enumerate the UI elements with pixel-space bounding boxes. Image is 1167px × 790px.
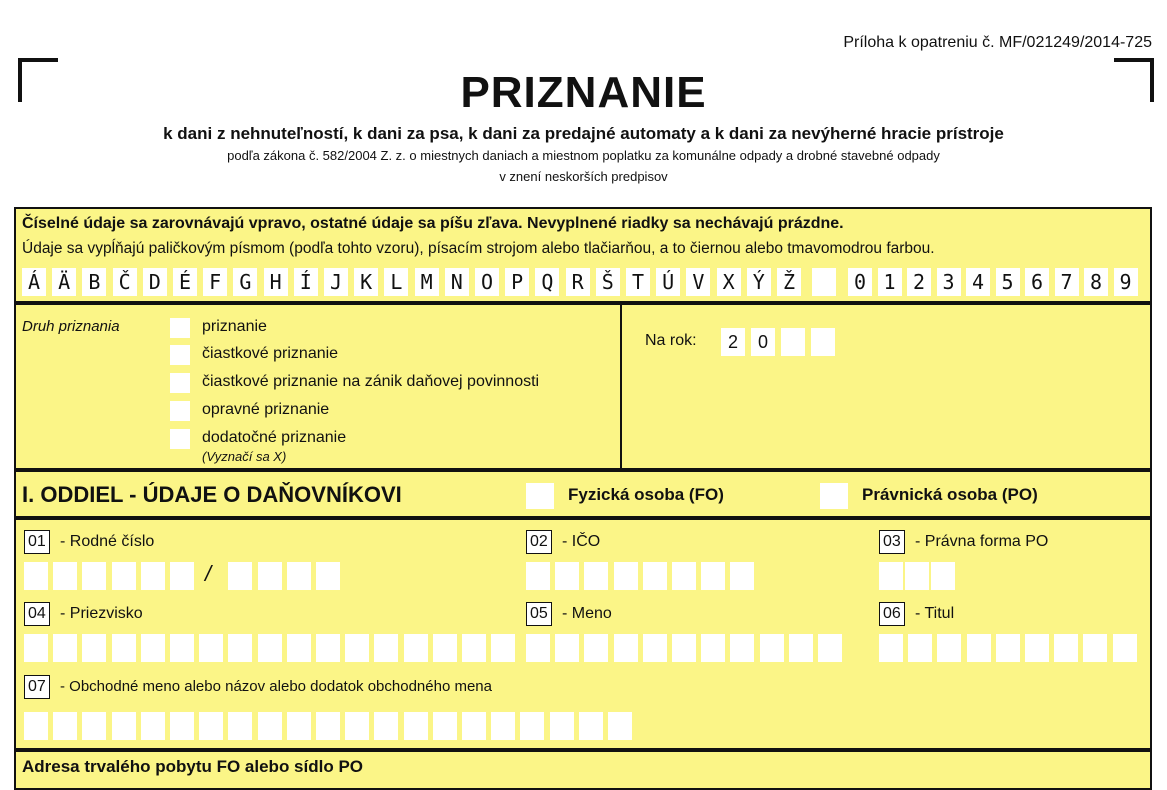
sample-digit: 2 <box>907 268 931 296</box>
sample-letter: J <box>324 268 348 296</box>
sample-letter: Š <box>596 268 620 296</box>
field-04-number: 04 <box>24 602 50 626</box>
entry-cell[interactable] <box>316 562 340 590</box>
entry-cell[interactable] <box>1025 634 1049 662</box>
instructions-line1: Číselné údaje sa zarovnávajú vpravo, ostatné údaje sa píšu zľava. Nevyplnené riadky sa nechávajú prázdne. <box>22 215 844 232</box>
entry-cell[interactable] <box>82 712 106 740</box>
return-type-label: Druh priznania <box>22 318 120 335</box>
year-label: Na rok: <box>645 332 697 349</box>
law-reference-line2: v znení neskorších predpisov <box>499 169 668 184</box>
entry-cell[interactable] <box>345 634 369 662</box>
sample-letter: G <box>233 268 257 296</box>
sample-letter: M <box>415 268 439 296</box>
entry-cell[interactable] <box>614 562 638 590</box>
entry-cell[interactable] <box>462 634 486 662</box>
entry-cell[interactable] <box>82 634 106 662</box>
entry-cell[interactable] <box>287 634 311 662</box>
entry-cell[interactable] <box>170 562 194 590</box>
entry-cell[interactable] <box>908 634 932 662</box>
option-dodatocne-label: dodatočné priznanie <box>202 429 347 446</box>
entry-cell[interactable] <box>404 634 428 662</box>
entry-cell[interactable] <box>996 634 1020 662</box>
option-opravne-checkbox[interactable] <box>170 401 190 421</box>
sample-digit: 3 <box>937 268 961 296</box>
address-title: Adresa trvalého pobytu FO alebo sídlo PO <box>22 757 364 776</box>
entry-cell[interactable] <box>287 712 311 740</box>
option-priznanie-label: priznanie <box>202 318 267 335</box>
entry-cell[interactable] <box>879 562 903 590</box>
sample-digit: 0 <box>848 268 872 296</box>
entry-cell[interactable] <box>579 712 603 740</box>
year-digit-2[interactable]: 0 <box>751 328 775 356</box>
entry-cell[interactable] <box>228 712 252 740</box>
field-07-number: 07 <box>24 675 50 699</box>
entry-cell[interactable] <box>112 712 136 740</box>
entry-cell[interactable] <box>141 634 165 662</box>
sample-letter: T <box>626 268 650 296</box>
sample-digit: 9 <box>1114 268 1138 296</box>
entry-cell[interactable] <box>53 712 77 740</box>
entry-cell[interactable] <box>491 712 515 740</box>
entry-cell[interactable] <box>701 634 725 662</box>
entry-cell[interactable] <box>555 562 579 590</box>
entry-cell[interactable] <box>112 634 136 662</box>
sample-letter: Í <box>294 268 318 296</box>
entry-cell[interactable] <box>672 562 696 590</box>
entry-cell[interactable] <box>643 562 667 590</box>
field-03-number: 03 <box>879 530 905 554</box>
sample-digit: 6 <box>1025 268 1049 296</box>
sample-letter: O <box>475 268 499 296</box>
option-dodatocne-checkbox[interactable] <box>170 429 190 449</box>
field-03-label: - Právna forma PO <box>915 533 1049 550</box>
option-ciastkove-label: čiastkové priznanie <box>202 345 339 362</box>
entry-cell[interactable] <box>316 712 340 740</box>
entry-cell[interactable] <box>614 634 638 662</box>
year-digit-3[interactable] <box>781 328 805 356</box>
entry-cell[interactable] <box>555 634 579 662</box>
field-06-label: - Titul <box>915 605 955 622</box>
sample-letter: Č <box>113 268 137 296</box>
entry-cell[interactable] <box>1113 634 1137 662</box>
sample-letter: R <box>566 268 590 296</box>
entry-cell[interactable] <box>1054 634 1078 662</box>
entry-cell[interactable] <box>374 634 398 662</box>
sample-blank-box <box>812 268 836 296</box>
field-02-label: - IČO <box>562 533 601 550</box>
field-07-label: - Obchodné meno alebo názov alebo dodatok obchodného mena <box>60 678 492 695</box>
sample-digit: 7 <box>1055 268 1079 296</box>
entry-cell[interactable] <box>789 634 813 662</box>
entry-cell[interactable] <box>53 562 77 590</box>
sample-letter: Ú <box>656 268 680 296</box>
sample-letter: V <box>686 268 710 296</box>
sample-digit: 8 <box>1084 268 1108 296</box>
entry-cell[interactable] <box>818 634 842 662</box>
field-01-label: - Rodné číslo <box>60 533 155 550</box>
sample-letter: B <box>82 268 106 296</box>
instructions-line2: Údaje sa vypĺňajú paličkovým písmom (podľa tohto vzoru), písacím strojom alebo tlačiarňou, a to čiernou alebo tmavomodrou farbou. <box>22 240 935 257</box>
entry-cell[interactable] <box>53 634 77 662</box>
entry-cell[interactable] <box>141 562 165 590</box>
entry-cell[interactable] <box>170 712 194 740</box>
mark-with-x-note: (Vyznačí sa X) <box>202 449 287 464</box>
entry-cell[interactable] <box>24 562 48 590</box>
field-01-number: 01 <box>24 530 50 554</box>
po-checkbox[interactable] <box>820 483 848 509</box>
entry-cell[interactable] <box>24 712 48 740</box>
entry-cell[interactable] <box>730 634 754 662</box>
field-04-label: - Priezvisko <box>60 605 143 622</box>
entry-cell[interactable] <box>345 712 369 740</box>
entry-cell[interactable] <box>404 712 428 740</box>
sample-letter: L <box>384 268 408 296</box>
entry-cell[interactable] <box>199 634 223 662</box>
page-title: PRIZNANIE <box>460 68 707 117</box>
sample-letter: Á <box>22 268 46 296</box>
entry-cell[interactable] <box>258 712 282 740</box>
entry-cell[interactable] <box>526 562 550 590</box>
entry-cell[interactable] <box>905 562 929 590</box>
entry-cell[interactable] <box>228 634 252 662</box>
entry-cell[interactable] <box>82 562 106 590</box>
fo-checkbox[interactable] <box>526 483 554 509</box>
entry-cell[interactable] <box>199 712 223 740</box>
sample-letter: Ž <box>777 268 801 296</box>
entry-cell[interactable] <box>433 634 457 662</box>
option-zanik-label: čiastkové priznanie na zánik daňovej povinnosti <box>202 373 540 390</box>
entry-cell[interactable] <box>584 634 608 662</box>
sample-letter: Q <box>535 268 559 296</box>
law-reference-line1: podľa zákona č. 582/2004 Z. z. o miestnych daniach a miestnom poplatku za komunálne odpady a drobné stavebné odpady <box>227 148 940 163</box>
entry-cell[interactable] <box>643 634 667 662</box>
entry-cell[interactable] <box>170 634 194 662</box>
entry-cell[interactable] <box>584 562 608 590</box>
field-06-number: 06 <box>879 602 905 626</box>
option-zanik-checkbox[interactable] <box>170 373 190 393</box>
entry-cell[interactable] <box>760 634 784 662</box>
field-02-number: 02 <box>526 530 552 554</box>
sample-letter: Ä <box>52 268 76 296</box>
rodne-cislo-separator: / <box>205 561 212 586</box>
entry-cell[interactable] <box>701 562 725 590</box>
sample-letter: N <box>445 268 469 296</box>
entry-cell[interactable] <box>520 712 544 740</box>
sample-digit: 1 <box>878 268 902 296</box>
entry-cell[interactable] <box>24 634 48 662</box>
year-digit-4[interactable] <box>811 328 835 356</box>
entry-cell[interactable] <box>462 712 486 740</box>
sample-letter: É <box>173 268 197 296</box>
sample-letter: Ý <box>747 268 771 296</box>
entry-cell[interactable] <box>228 562 252 590</box>
entry-cell[interactable] <box>967 634 991 662</box>
entry-cell[interactable] <box>730 562 754 590</box>
annex-reference: Príloha k opatreniu č. MF/021249/2014-725 <box>843 34 1152 51</box>
field-05-label: - Meno <box>562 605 612 622</box>
entry-cell[interactable] <box>608 712 632 740</box>
field-05-number: 05 <box>526 602 552 626</box>
sample-letter: K <box>354 268 378 296</box>
entry-cell[interactable] <box>258 562 282 590</box>
entry-cell[interactable] <box>316 634 340 662</box>
entry-cell[interactable] <box>1083 634 1107 662</box>
page-subtitle: k dani z nehnuteľností, k dani za psa, k dani za predajné automaty a k dani za nevýherné hracie prístroje <box>163 124 1004 143</box>
option-ciastkove-checkbox[interactable] <box>170 345 190 365</box>
entry-cell[interactable] <box>931 562 955 590</box>
sample-letter: D <box>143 268 167 296</box>
sample-digit: 4 <box>966 268 990 296</box>
entry-cell[interactable] <box>526 634 550 662</box>
entry-cell[interactable] <box>491 634 515 662</box>
section1-title: I. ODDIEL - ÚDAJE O DAŇOVNÍKOVI <box>22 482 402 507</box>
option-priznanie-checkbox[interactable] <box>170 318 190 338</box>
entry-cell[interactable] <box>258 634 282 662</box>
entry-cell[interactable] <box>879 634 903 662</box>
fo-label: Fyzická osoba (FO) <box>568 485 724 504</box>
entry-cell[interactable] <box>112 562 136 590</box>
entry-cell[interactable] <box>141 712 165 740</box>
entry-cell[interactable] <box>550 712 574 740</box>
entry-cell[interactable] <box>374 712 398 740</box>
sample-letter: P <box>505 268 529 296</box>
entry-cell[interactable] <box>672 634 696 662</box>
entry-cell[interactable] <box>287 562 311 590</box>
option-opravne-label: opravné priznanie <box>202 401 330 418</box>
po-label: Právnická osoba (PO) <box>862 485 1038 504</box>
return-type-divider <box>620 305 622 468</box>
entry-cell[interactable] <box>937 634 961 662</box>
year-digit-1[interactable]: 2 <box>721 328 745 356</box>
sample-digit: 5 <box>996 268 1020 296</box>
sample-letter: H <box>264 268 288 296</box>
sample-letter: X <box>717 268 741 296</box>
sample-letter: F <box>203 268 227 296</box>
entry-cell[interactable] <box>433 712 457 740</box>
